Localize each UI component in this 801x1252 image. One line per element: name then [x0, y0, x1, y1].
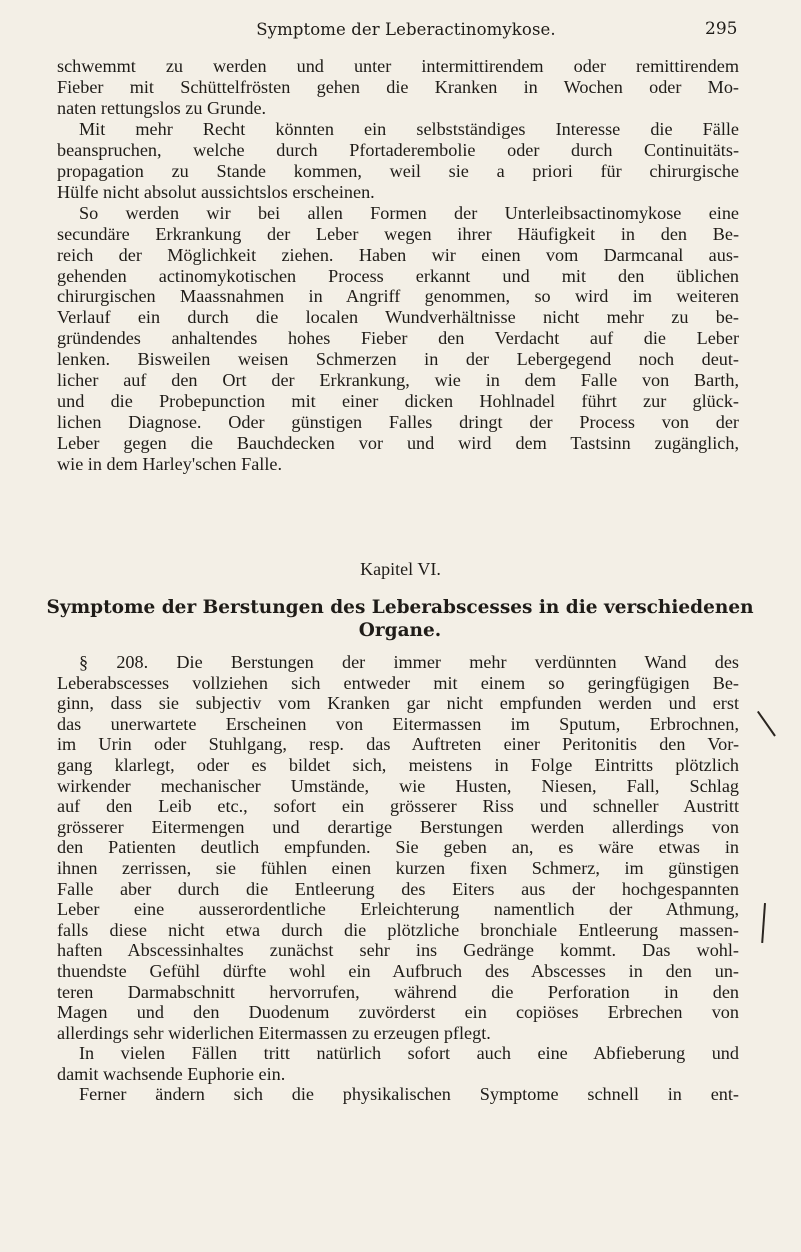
- text-line: thuendste Gefühl dürfte wohl ein Aufbruch des Abscesses in den un-: [57, 960, 739, 981]
- text-line: Fieber mit Schüttelfrösten gehen die Kranken in Wochen oder Mo-: [57, 76, 739, 97]
- text-line: gründendes anhaltendes hohes Fieber den Verdacht auf die Leber: [57, 328, 739, 349]
- chapter-label: Kapitel VI.: [360, 559, 441, 579]
- chapter-title-line: Organe.: [358, 620, 442, 641]
- text-line: chirurgischen Maassnahmen in Angriff genommen, so wird im weiteren: [57, 286, 739, 307]
- text-line: haften Abscessinhaltes zunächst sehr ins Gedränge kommt. Das wohl-: [57, 940, 739, 961]
- text-line: damit wachsende Euphorie ein.: [57, 1063, 286, 1084]
- paragraphs-top: [57, 56, 739, 475]
- text-line: falls diese nicht etwa durch die plötzliche bronchiale Entleerung massen-: [57, 919, 739, 940]
- text-line: das unerwartete Erscheinen von Eitermassen im Sputum, Erbrochnen,: [57, 713, 739, 734]
- text-line: Leber gegen die Bauchdecken vor und wird dem Tastsinn zugänglich,: [57, 433, 739, 454]
- text-line: wirkender mechanischer Umstände, wie Husten, Niesen, Fall, Schlag: [57, 775, 739, 796]
- text-line: Mit mehr Recht könnten ein selbstständiges Interesse die Fälle: [79, 118, 739, 139]
- text-line: Falle aber durch die Entleerung des Eiters aus der hochgespannten: [57, 878, 739, 899]
- text-line: auf den Leib etc., sofort ein grösserer Riss und schneller Austritt: [57, 796, 739, 817]
- text-line: Leberabscesses vollziehen sich entweder mit einem so geringfügigen Be-: [57, 672, 739, 693]
- paragraphs-bottom: [57, 652, 739, 1105]
- text-line: beanspruchen, welche durch Pfortaderembolie oder durch Continuitäts-: [57, 139, 739, 160]
- running-header: Symptome der Leberactinomykose.: [256, 20, 556, 39]
- text-line: schwemmt zu werden und unter intermittirendem oder remittirendem: [57, 56, 739, 76]
- text-line: So werden wir bei allen Formen der Unterleibsactinomykose eine: [79, 202, 739, 223]
- text-line: licher auf den Ort der Erkrankung, wie in dem Falle von Barth,: [57, 370, 739, 391]
- text-line: propagation zu Stande kommen, weil sie a priori für chirurgische: [57, 160, 739, 181]
- text-line: § 208. Die Berstungen der immer mehr verdünnten Wand des: [79, 652, 739, 672]
- chapter-title-line: Symptome der Berstungen des Leberabscesses in die verschiedenen: [46, 597, 754, 618]
- text-line: secundäre Erkrankung der Leber wegen ihrer Häufigkeit in den Be-: [57, 223, 739, 244]
- text-line: den Patienten deutlich empfunden. Sie geben an, es wäre etwas in: [57, 837, 739, 858]
- page-number: 295: [705, 19, 738, 39]
- margin-pencil-mark: [757, 711, 776, 737]
- text-line: wie in dem Harley'schen Falle.: [57, 454, 282, 475]
- text-line: im Urin oder Stuhlgang, resp. das Auftreten einer Peritonitis den Vor-: [57, 734, 739, 755]
- margin-pencil-mark: [761, 903, 766, 943]
- text-line: ginn, dass sie subjectiv vom Kranken gar nicht empfunden werden und erst: [57, 693, 739, 714]
- text-line: In vielen Fällen tritt natürlich sofort auch eine Abfieberung und: [79, 1043, 739, 1064]
- text-line: reich der Möglichkeit ziehen. Haben wir einen vom Darmcanal aus-: [57, 244, 739, 265]
- text-line: Leber eine ausserordentliche Erleichterung namentlich der Athmung,: [57, 899, 739, 920]
- chapter-title: [40, 596, 760, 642]
- text-line: naten rettungslos zu Grunde.: [57, 97, 267, 118]
- text-line: gehenden actinomykotischen Process erkannt und mit den üblichen: [57, 265, 739, 286]
- text-line: Verlauf ein durch die localen Wundverhältnisse nicht mehr zu be-: [57, 307, 739, 328]
- text-line: gang klarlegt, oder es bildet sich, meistens in Folge Eintritts plötzlich: [57, 754, 739, 775]
- text-line: Hülfe nicht absolut aussichtslos erscheinen.: [57, 181, 375, 202]
- text-line: lichen Diagnose. Oder günstigen Falles dringt der Process von der: [57, 412, 739, 433]
- text-line: lenken. Bisweilen weisen Schmerzen in der Lebergegend noch deut-: [57, 349, 739, 370]
- text-line: Magen und den Duodenum zuvörderst ein copiöses Erbrechen von: [57, 1002, 739, 1023]
- text-line: Ferner ändern sich die physikalischen Symptome schnell in ent-: [79, 1084, 739, 1105]
- text-line: ihnen zerrissen, sie fühlen einen kurzen fixen Schmerz, im günstigen: [57, 857, 739, 878]
- text-line: teren Darmabschnitt hervorrufen, während die Perforation in den: [57, 981, 739, 1002]
- text-line: und die Probepunction mit einer dicken Hohlnadel führt zur glück-: [57, 391, 739, 412]
- text-line: grösserer Eitermengen und derartige Berstungen werden allerdings von: [57, 816, 739, 837]
- text-line: allerdings sehr widerlichen Eitermassen zu erzeugen pflegt.: [57, 1022, 491, 1043]
